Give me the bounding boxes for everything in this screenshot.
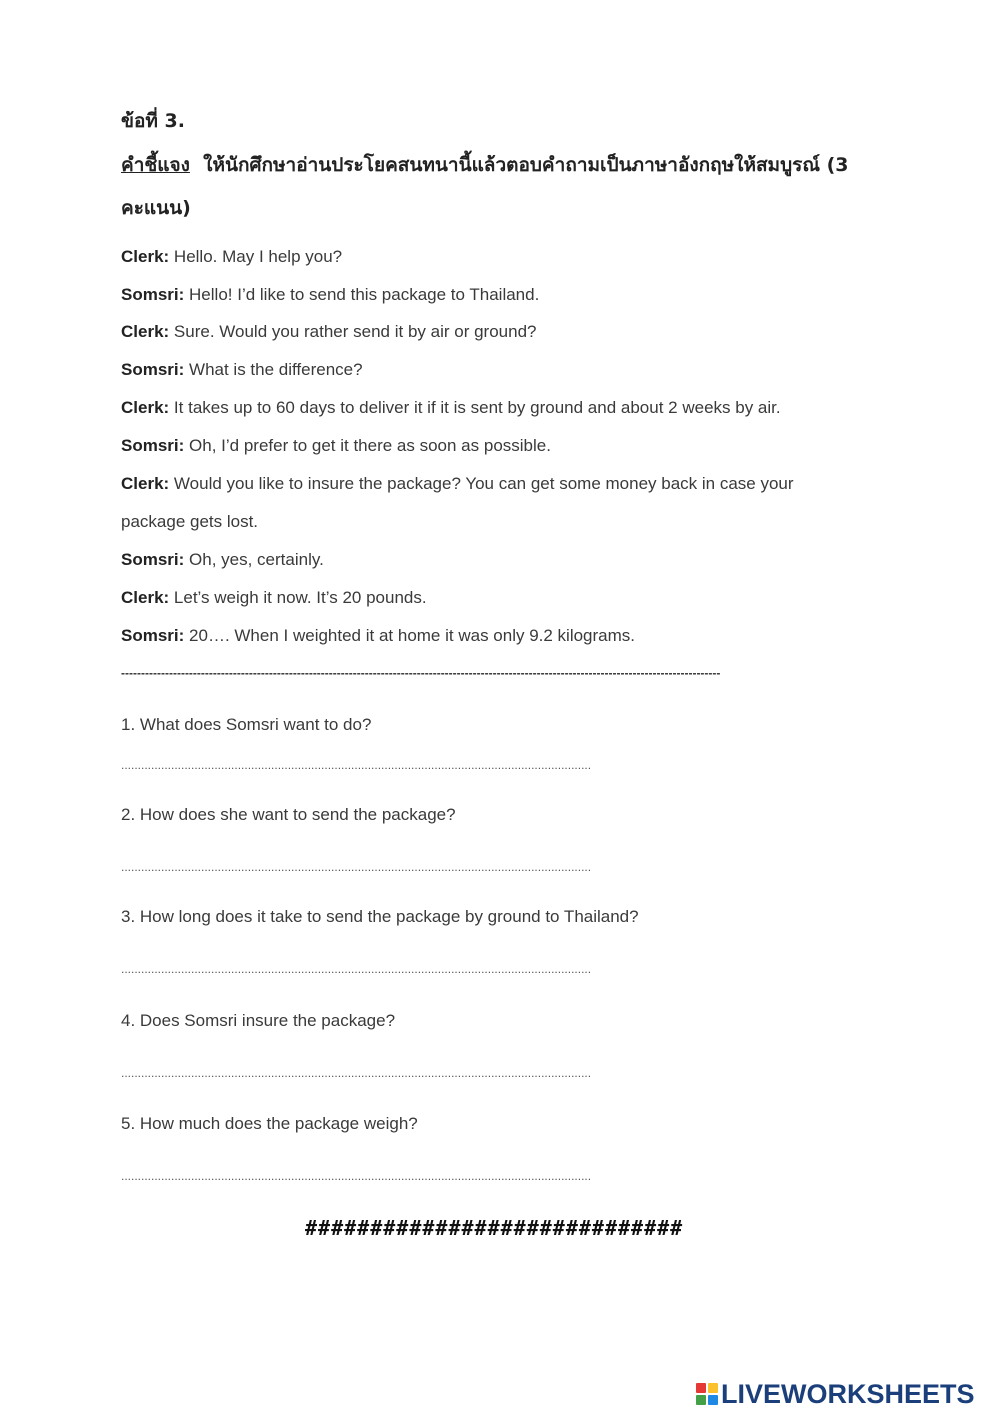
question-number: ข้อที่ 3. xyxy=(121,110,185,132)
answer-line-2[interactable]: ............................................................................................................................................. xyxy=(121,860,592,874)
dialogue-line xyxy=(121,360,363,380)
dialogue-line xyxy=(121,247,342,267)
dialogue-line xyxy=(121,588,427,608)
dialogue-text: Hello! I’d like to send this package to Thailand. xyxy=(189,285,540,304)
question-4: 4. Does Somsri insure the package? xyxy=(121,1011,396,1030)
answer-line-5[interactable]: ............................................................................................................................................. xyxy=(121,1169,592,1183)
speaker-name: Clerk: xyxy=(121,322,170,341)
dialogue-text: Would you like to insure the package? You can get some money back in case your xyxy=(173,474,794,493)
instruction-label: คำชี้แจง xyxy=(121,154,190,176)
answer-line-1[interactable]: ............................................................................................................................................. xyxy=(121,758,592,772)
speaker-name: Clerk: xyxy=(121,474,170,493)
question-3: 3. How long does it take to send the package by ground to Thailand? xyxy=(121,907,639,926)
end-marker: ############################# xyxy=(305,1216,684,1240)
instruction-line-1 xyxy=(121,150,849,180)
speaker-name: Clerk: xyxy=(121,588,170,607)
logo-block-icon xyxy=(708,1383,718,1393)
logo-block-icon xyxy=(696,1395,706,1405)
speaker-name: Somsri: xyxy=(121,285,185,304)
instruction-text: ให้นักศึกษาอ่านประโยคสนทนานี้แล้วตอบคำถามเป็นภาษาอังกฤษให้สมบูรณ์ (3 xyxy=(203,154,849,176)
dialogue-line xyxy=(121,626,635,646)
question-2: 2. How does she want to send the package? xyxy=(121,805,456,824)
dialogue-text: Let’s weigh it now. It’s 20 pounds. xyxy=(173,588,427,607)
speaker-name: Somsri: xyxy=(121,626,185,645)
dialogue-text: Sure. Would you rather send it by air or ground? xyxy=(173,322,537,341)
dialogue-line-continued xyxy=(121,512,258,532)
dialogue-line xyxy=(121,398,781,418)
logo-text: LIVEWORKSHEETS xyxy=(721,1378,975,1409)
answer-line-3[interactable]: ............................................................................................................................................. xyxy=(121,962,592,976)
dialogue-line xyxy=(121,474,794,494)
logo-icon xyxy=(696,1383,718,1405)
dialogue-text: Hello. May I help you? xyxy=(173,247,343,266)
dialogue-text: package gets lost. xyxy=(121,512,259,531)
section-divider: ------------------------------------------------------------------------------------------------------------------------------------------------------ xyxy=(121,666,721,680)
dialogue-text: 20…. When I weighted it at home it was only 9.2 kilograms. xyxy=(189,626,636,645)
dialogue-line xyxy=(121,322,536,342)
liveworksheets-logo xyxy=(696,1376,975,1412)
speaker-name: Somsri: xyxy=(121,550,185,569)
dialogue-line xyxy=(121,436,551,456)
instruction-line-2: คะแนน) xyxy=(121,197,191,219)
logo-block-icon xyxy=(696,1383,706,1393)
dialogue-line xyxy=(121,550,324,570)
question-1: 1. What does Somsri want to do? xyxy=(121,715,372,734)
question-5: 5. How much does the package weigh? xyxy=(121,1114,418,1133)
speaker-name: Clerk: xyxy=(121,247,170,266)
dialogue-line xyxy=(121,285,539,305)
dialogue-text: What is the difference? xyxy=(189,360,363,379)
dialogue-text: It takes up to 60 days to deliver it if it is sent by ground and about 2 weeks by air. xyxy=(173,398,781,417)
dialogue-text: Oh, I’d prefer to get it there as soon as possible. xyxy=(189,436,551,455)
speaker-name: Clerk: xyxy=(121,398,170,417)
speaker-name: Somsri: xyxy=(121,436,185,455)
speaker-name: Somsri: xyxy=(121,360,185,379)
logo-block-icon xyxy=(708,1395,718,1405)
dialogue-text: Oh, yes, certainly. xyxy=(189,550,324,569)
answer-line-4[interactable]: ............................................................................................................................................. xyxy=(121,1066,592,1080)
